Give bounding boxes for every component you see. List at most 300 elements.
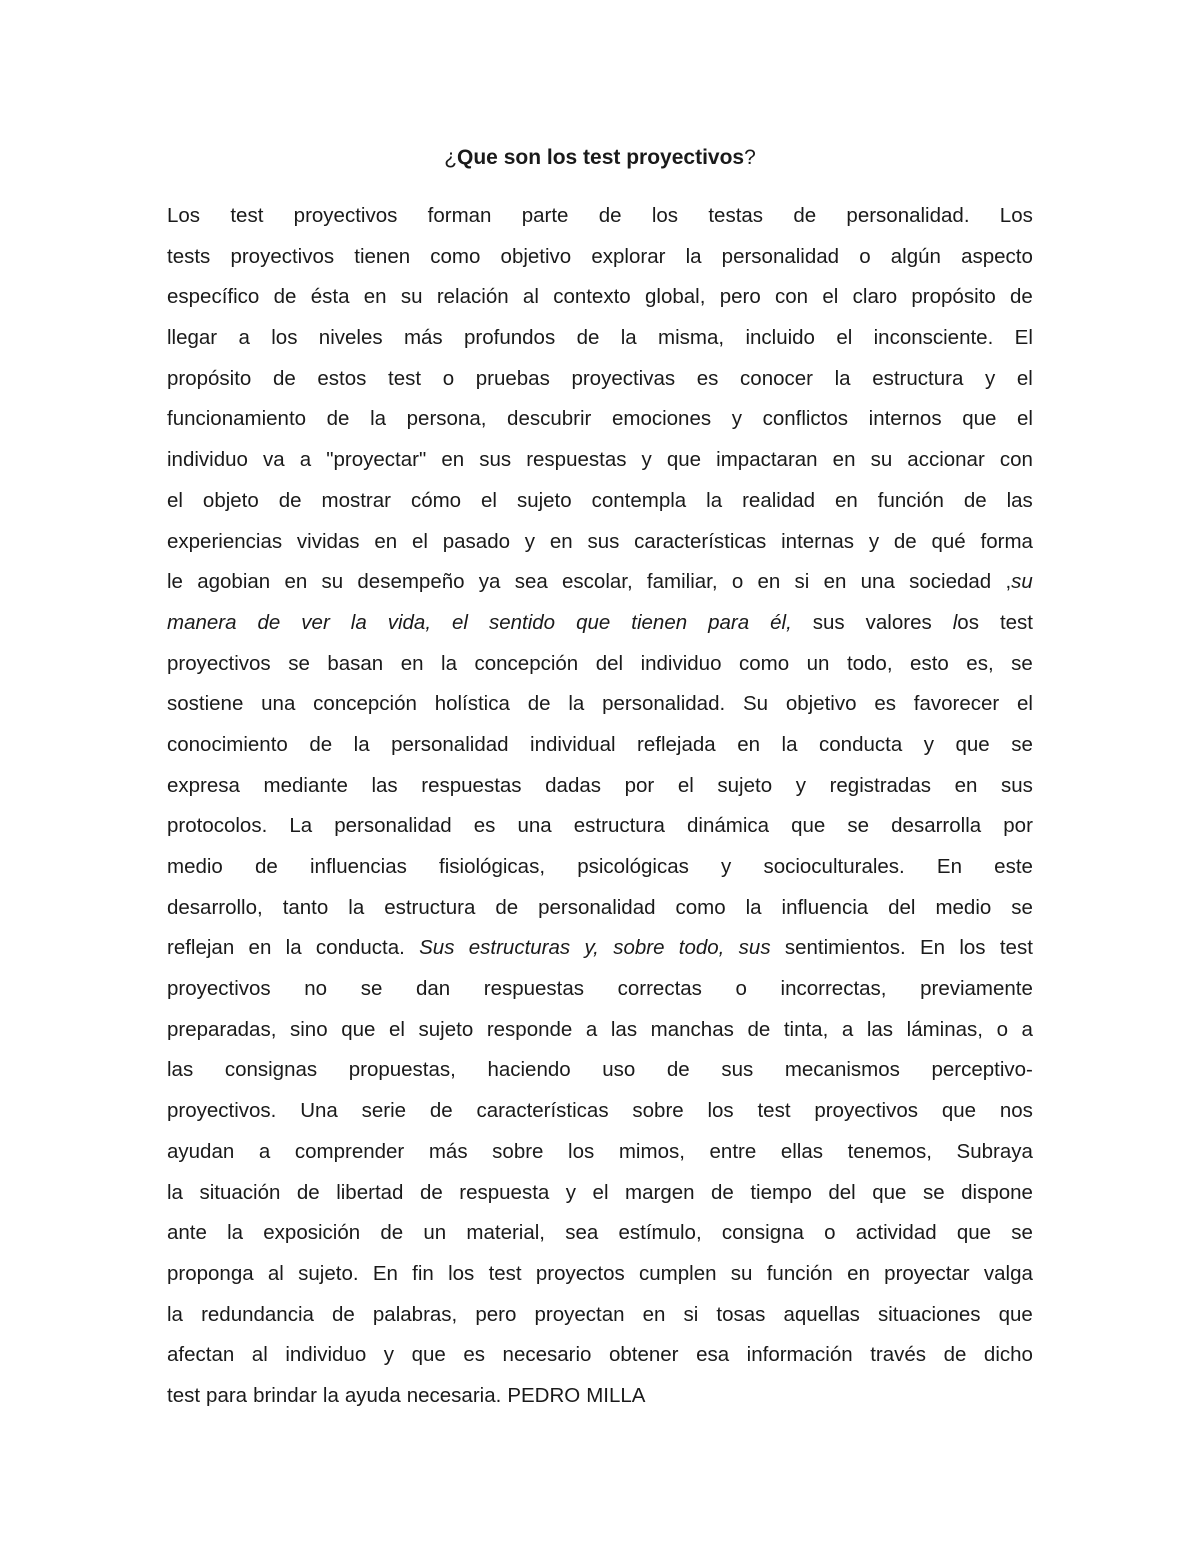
word: niveles <box>318 326 383 350</box>
word: forman <box>427 204 492 227</box>
word: sus <box>479 448 512 472</box>
word: material, <box>466 1221 545 1245</box>
word: a <box>1021 1017 1033 1041</box>
word: personalidad. <box>602 692 726 716</box>
word: La <box>289 814 313 838</box>
word: individuo <box>167 448 248 472</box>
word: Su <box>742 692 769 716</box>
word: sostiene <box>167 692 244 716</box>
body-line <box>167 729 1033 770</box>
word: y <box>984 366 996 390</box>
word: si <box>794 570 810 594</box>
word: Una <box>300 1099 338 1123</box>
word: que <box>955 732 990 756</box>
word: ellas <box>780 1139 824 1163</box>
word: consignas <box>224 1058 318 1082</box>
word: PEDRO <box>507 1383 581 1407</box>
word: vida, <box>387 610 432 634</box>
word: la <box>706 488 723 512</box>
word: actividad <box>855 1221 937 1245</box>
word: tienen <box>354 244 411 268</box>
word: sujeto <box>717 773 773 797</box>
word: cumplen <box>639 1261 717 1285</box>
body-line <box>167 810 1033 851</box>
word: fisiológicas, <box>439 855 546 878</box>
word: de <box>296 1180 320 1204</box>
word: socioculturales. <box>763 855 905 878</box>
word: explorar <box>591 244 666 268</box>
word: se <box>1011 651 1033 675</box>
body-line <box>167 322 1033 363</box>
word: medio <box>935 895 992 919</box>
word: y <box>721 855 732 878</box>
word: objetivo <box>785 692 857 716</box>
word: necesario <box>502 1343 592 1367</box>
body-line <box>167 1014 1033 1055</box>
word: la <box>350 610 367 634</box>
word: internos <box>868 407 942 431</box>
word: las <box>371 773 398 797</box>
word: estructura <box>384 895 476 919</box>
word: mecanismos <box>784 1058 900 1082</box>
word: objetivo <box>500 244 572 268</box>
word: proyectar <box>884 1261 970 1285</box>
word: él, <box>770 610 792 634</box>
word: propósito <box>911 285 996 309</box>
word: personalidad <box>334 814 452 838</box>
word: en <box>832 448 856 472</box>
word: brindar <box>253 1383 317 1407</box>
word: de <box>963 488 987 512</box>
word: de <box>309 732 333 756</box>
word: individual <box>530 732 616 756</box>
word: una <box>517 814 552 838</box>
word: en <box>642 1302 666 1326</box>
word: aspecto <box>961 244 1033 268</box>
word: persona, <box>406 407 487 431</box>
word: en <box>823 570 847 594</box>
word: se <box>1011 895 1033 919</box>
word: estructura <box>872 366 964 390</box>
word: en <box>248 936 272 960</box>
word: test <box>757 1099 791 1123</box>
word: experiencias <box>167 529 283 553</box>
word: de <box>1010 285 1033 309</box>
word: las <box>1006 488 1033 512</box>
word: llegar <box>167 326 218 350</box>
word: de <box>255 855 278 878</box>
word: qué <box>931 529 966 553</box>
word: medio <box>167 855 223 878</box>
word: fin <box>412 1261 434 1285</box>
word: Sus <box>419 936 455 960</box>
word: es <box>463 1343 485 1367</box>
word: libertad <box>336 1180 404 1204</box>
word: y <box>383 1343 395 1367</box>
word: que <box>341 1017 376 1041</box>
word: exposición <box>263 1221 361 1245</box>
word: desarrolla <box>891 814 982 838</box>
word: mediante <box>263 773 348 797</box>
word: sea <box>565 1221 599 1245</box>
word: el <box>1017 692 1033 716</box>
word: los <box>651 204 679 227</box>
word: proyectivas <box>571 366 676 390</box>
word: o <box>859 244 871 268</box>
word: o <box>442 366 455 390</box>
word: palabras, <box>372 1302 458 1326</box>
word: global, <box>644 285 706 309</box>
word: proyectivos <box>167 651 271 675</box>
word: de <box>598 204 622 227</box>
word: los <box>707 1099 734 1123</box>
word: test <box>230 204 264 227</box>
word: dadas <box>545 773 602 797</box>
word: de <box>332 1302 355 1326</box>
word: características <box>634 529 767 553</box>
word: concepción <box>313 692 417 716</box>
word: proyectos <box>535 1261 625 1285</box>
word: incorrectas, <box>780 977 887 1001</box>
body-line <box>167 1258 1033 1299</box>
word: la <box>370 407 387 431</box>
word: las <box>866 1017 894 1041</box>
word: incluido <box>745 326 815 350</box>
word: si <box>683 1302 699 1326</box>
word: esto <box>910 651 949 675</box>
word: conflictos <box>762 407 849 431</box>
word: En <box>372 1261 398 1285</box>
title-open-mark: ¿ <box>444 146 458 169</box>
word: un <box>806 651 830 675</box>
word: propuestas, <box>348 1058 456 1082</box>
body-line <box>167 607 1033 648</box>
word: nos <box>999 1099 1033 1123</box>
word: los <box>568 1139 595 1163</box>
word: pero <box>475 1302 517 1326</box>
word: test <box>388 366 422 390</box>
word: En <box>919 936 946 960</box>
word: claro <box>852 285 898 309</box>
word: ayudan <box>167 1139 235 1163</box>
word: dinámica <box>687 814 770 838</box>
word: la <box>568 692 585 716</box>
body-line <box>167 892 1033 933</box>
word: a <box>585 1017 598 1041</box>
word: obtener <box>608 1343 679 1367</box>
word: ayuda <box>344 1383 401 1407</box>
word: "proyectar" <box>326 448 427 472</box>
word: sus <box>721 1058 754 1082</box>
word: todo, <box>678 936 725 960</box>
word: manera <box>167 610 237 634</box>
body-line <box>167 526 1033 567</box>
word: al <box>522 285 539 309</box>
word: realidad <box>742 488 816 512</box>
word: a <box>238 326 250 350</box>
body-line <box>167 566 1033 607</box>
body-line <box>167 200 1033 241</box>
word: el <box>836 326 853 350</box>
word: misma, <box>658 326 725 350</box>
word: tosas <box>716 1302 766 1326</box>
word: esa <box>696 1343 730 1367</box>
word: y <box>565 1180 577 1204</box>
word: tiempo <box>750 1180 812 1204</box>
word: ver <box>301 610 330 634</box>
word: su <box>400 285 423 309</box>
word: emociones <box>611 407 712 431</box>
word: margen <box>625 1180 695 1204</box>
word: que <box>576 610 611 634</box>
word: respuestas <box>421 773 522 797</box>
word: algún <box>890 244 941 268</box>
word: los <box>448 1261 475 1285</box>
word: Subraya <box>956 1139 1033 1163</box>
word: una <box>261 692 296 716</box>
word: conducta <box>819 732 903 756</box>
word: se <box>1011 732 1033 756</box>
word: previamente <box>920 977 1033 1001</box>
word: en <box>363 285 387 309</box>
word: de <box>495 895 519 919</box>
word: sujeto. <box>298 1261 359 1285</box>
word: su <box>870 448 893 472</box>
word: este <box>994 855 1033 878</box>
body-line <box>167 1095 1033 1136</box>
word: tests <box>167 244 211 268</box>
word: En <box>936 855 962 878</box>
word: internas <box>781 529 855 553</box>
word: la <box>167 1302 183 1326</box>
word: haciendo <box>487 1058 571 1082</box>
word: estructuras <box>468 936 571 960</box>
word: del <box>595 651 624 675</box>
word: favorecer <box>913 692 1000 716</box>
word: concepción <box>474 651 579 675</box>
word: características <box>476 1099 609 1123</box>
word: ya <box>478 570 501 594</box>
word: de <box>326 407 350 431</box>
word: de <box>527 692 551 716</box>
word: por <box>624 773 655 797</box>
word: como <box>675 895 726 919</box>
word: uso <box>602 1058 636 1082</box>
word: se <box>360 977 383 1001</box>
word: en <box>400 651 424 675</box>
word: función <box>877 488 944 512</box>
word: láminas, <box>906 1017 983 1041</box>
word: testas <box>708 204 764 227</box>
word: sociedad <box>909 570 992 594</box>
word: estos <box>317 366 367 390</box>
word: proyectan <box>534 1302 625 1326</box>
word: pero <box>719 285 761 309</box>
word: mostrar <box>321 488 391 512</box>
word: información <box>746 1343 853 1367</box>
word: sujeto <box>516 488 572 512</box>
word: tinta, <box>783 1017 829 1041</box>
body-line <box>167 973 1033 1014</box>
word: al <box>267 1261 284 1285</box>
body-line-last <box>167 1380 1033 1421</box>
word: que <box>998 1302 1033 1326</box>
word: estímulo, <box>618 1221 702 1245</box>
word: el <box>822 285 839 309</box>
word: la <box>620 326 637 350</box>
word: desempeño <box>357 570 465 594</box>
word: de <box>419 1180 443 1204</box>
word: más <box>428 1139 468 1163</box>
word: que <box>872 1180 907 1204</box>
word: y, <box>584 936 599 960</box>
word: reflejan <box>167 936 235 960</box>
word: el <box>452 610 468 634</box>
word: descubrir <box>507 407 592 431</box>
word: estructura <box>573 814 665 838</box>
word: para <box>206 1383 248 1407</box>
word: específico <box>167 285 260 309</box>
word: el <box>481 488 497 512</box>
word: ,su <box>1005 570 1033 594</box>
word: objeto <box>202 488 259 512</box>
word: accionar <box>907 448 985 472</box>
word: de <box>666 1058 690 1082</box>
word: a <box>299 448 312 472</box>
word: relación <box>436 285 509 309</box>
word: inconsciente. <box>873 326 994 350</box>
word: dan <box>415 977 451 1001</box>
word: reflejada <box>637 732 716 756</box>
word: y <box>868 529 880 553</box>
word: holística <box>434 692 510 716</box>
word: o <box>731 570 744 594</box>
word: sus <box>812 610 845 634</box>
word: correctas <box>617 977 702 1001</box>
word: le <box>167 570 183 594</box>
word: la <box>167 1180 183 1204</box>
word: responde <box>486 1017 573 1041</box>
word: conocimiento <box>167 732 288 756</box>
word: es <box>696 366 719 390</box>
word: su <box>321 570 344 594</box>
title-text: Que son los test proyectivos <box>457 146 745 169</box>
word: valga <box>983 1261 1033 1285</box>
word: proyectivos <box>230 244 335 268</box>
word: sentido <box>488 610 556 634</box>
word: con <box>999 448 1033 472</box>
word: o <box>996 1017 1008 1041</box>
word: personalidad <box>721 244 840 268</box>
word: se <box>1011 1221 1033 1245</box>
word: función <box>766 1261 833 1285</box>
word: en <box>737 732 761 756</box>
word: el <box>411 529 428 553</box>
word: se <box>288 651 310 675</box>
word: tienen <box>631 610 688 634</box>
word: y <box>923 732 934 756</box>
word: individuo <box>640 651 722 675</box>
word: funcionamiento <box>167 407 307 431</box>
word: el <box>592 1180 609 1204</box>
word: conducta. <box>315 936 405 960</box>
word: y <box>731 407 742 431</box>
word: test <box>167 1383 201 1407</box>
word: proponga <box>167 1261 254 1285</box>
word: psicológicas <box>577 855 689 878</box>
word: las <box>610 1017 638 1041</box>
body-line <box>167 281 1033 322</box>
word: en <box>835 488 858 512</box>
word: como <box>738 651 790 675</box>
word: agobian <box>197 570 271 594</box>
word: El <box>1014 326 1033 350</box>
word: de <box>747 1017 771 1041</box>
body-line <box>167 770 1033 811</box>
word: influencias <box>310 855 407 878</box>
word: situación <box>199 1180 281 1204</box>
word: basan <box>327 651 384 675</box>
word: el <box>677 773 694 797</box>
word: de <box>943 1343 967 1367</box>
word: la <box>353 732 370 756</box>
body-paragraph <box>167 200 1033 1421</box>
word: sujeto <box>418 1017 474 1041</box>
word: personalidad. <box>846 204 970 227</box>
word: manchas <box>650 1017 734 1041</box>
body-line <box>167 1299 1033 1340</box>
word: el <box>167 488 183 512</box>
body-line <box>167 648 1033 689</box>
word: personalidad <box>391 732 509 756</box>
word: que <box>411 1343 446 1367</box>
word: la <box>834 366 851 390</box>
word: va <box>263 448 285 472</box>
word: consigna <box>721 1221 804 1245</box>
word: respuesta <box>459 1180 550 1204</box>
word: ante <box>167 1221 207 1245</box>
word: que <box>791 814 826 838</box>
word: que <box>956 1221 992 1245</box>
word: respuestas <box>483 977 585 1001</box>
word: un <box>423 1221 447 1245</box>
word: la <box>781 732 798 756</box>
word: conocer <box>740 366 813 390</box>
body-line <box>167 363 1033 404</box>
word: dicho <box>983 1343 1033 1367</box>
word: sentimientos. <box>784 936 906 960</box>
word: test <box>999 936 1033 960</box>
word: tenemos, <box>847 1139 932 1163</box>
word: preparadas, <box>167 1017 277 1041</box>
title-close-mark: ? <box>744 146 756 169</box>
body-line <box>167 1136 1033 1177</box>
word: dispone <box>961 1180 1033 1204</box>
word: entre <box>709 1139 757 1163</box>
body-line <box>167 1177 1033 1218</box>
word: familiar, <box>646 570 718 594</box>
word: de <box>278 488 302 512</box>
word: de <box>273 285 297 309</box>
word: los <box>959 936 986 960</box>
word: proyectivos <box>814 1099 919 1123</box>
word: pruebas <box>475 366 550 390</box>
word: tanto <box>282 895 329 919</box>
document-title <box>0 143 1200 173</box>
word: que <box>666 448 702 472</box>
word: en <box>374 529 398 553</box>
word: contempla <box>591 488 687 512</box>
